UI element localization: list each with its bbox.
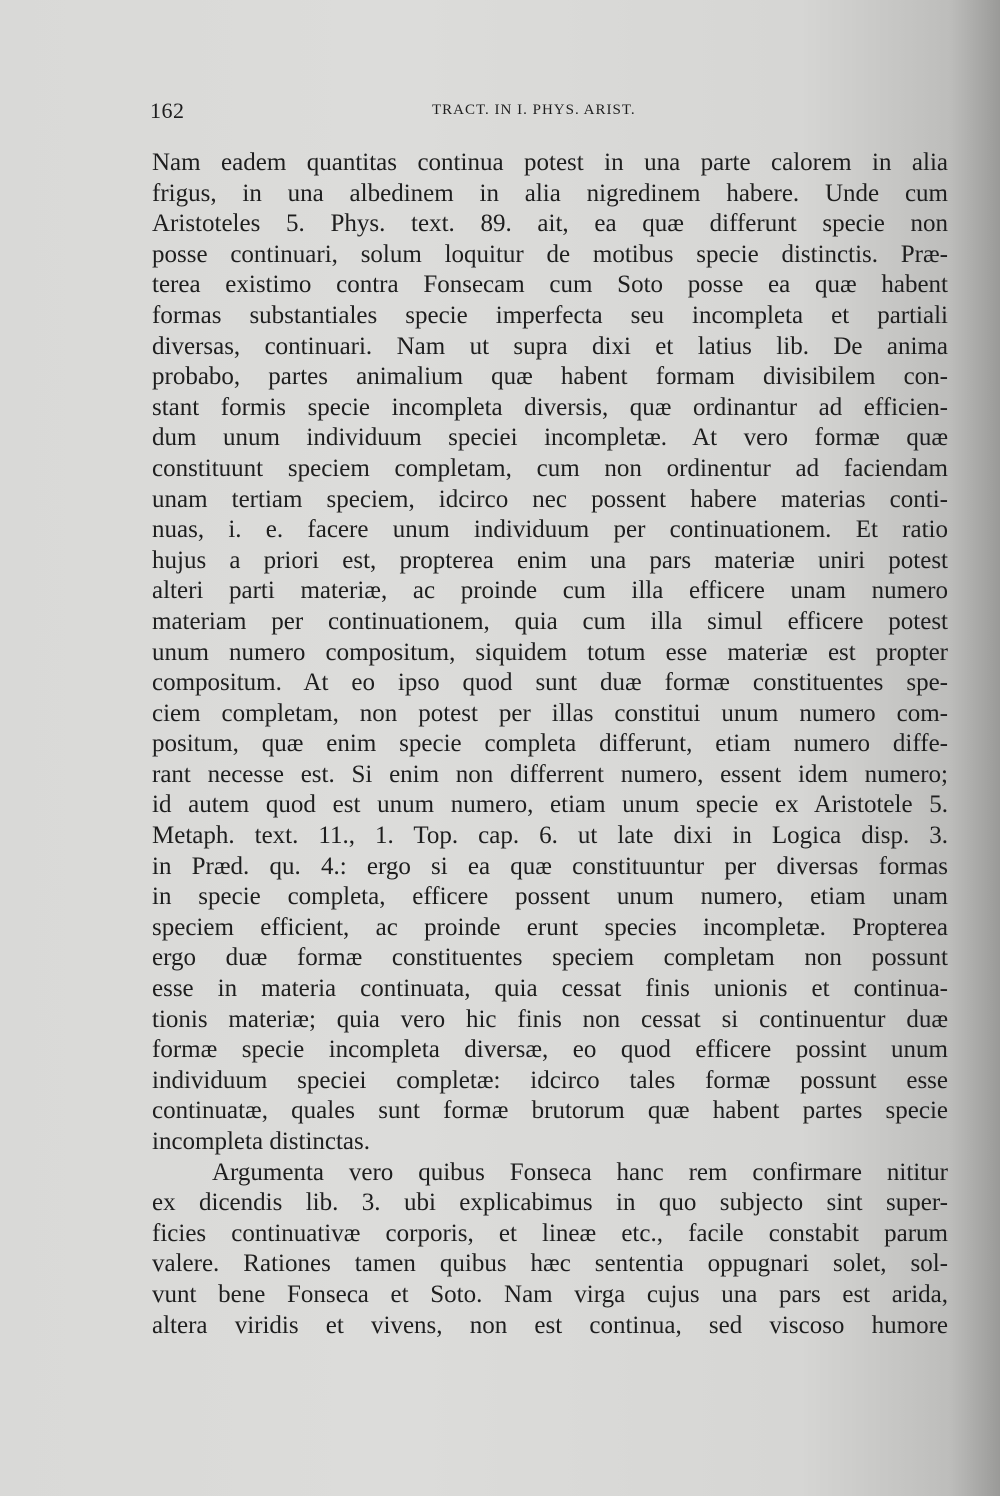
text-line: ex dicendis lib. 3. ubi explicabimus in quo subjecto sint super- bbox=[152, 1189, 948, 1217]
text-line: rant necesse est. Si enim non differrent numero, essent idem numero; bbox=[152, 760, 948, 788]
text-line: speciem efficient, ac proinde erunt species incompletæ. Propterea bbox=[152, 913, 948, 941]
text-line: terea existimo contra Fonsecam cum Soto posse ea quæ habent bbox=[152, 271, 948, 299]
text-line: tionis materiæ; quia vero hic finis non cessat si continuentur duæ bbox=[152, 1005, 948, 1033]
text-line: alteri parti materiæ, ac proinde cum illa efficere unam numero bbox=[152, 577, 948, 605]
text-line: Aristoteles 5. Phys. text. 89. ait, ea quæ differunt specie non bbox=[152, 210, 948, 238]
text-line: unum numero compositum, siquidem totum esse materiæ est propter bbox=[152, 638, 948, 666]
page-header bbox=[150, 98, 950, 128]
text-line: individuum speciei completæ: idcirco tales formæ possunt esse bbox=[152, 1066, 948, 1094]
text-line: vunt bene Fonseca et Soto. Nam virga cujus una pars est arida, bbox=[152, 1280, 948, 1308]
text-line: in Præd. qu. 4.: ergo si ea quæ constituuntur per diversas formas bbox=[152, 852, 948, 880]
text-line: ciem completam, non potest per illas constitui unum numero com- bbox=[152, 699, 948, 727]
text-line: constituunt speciem completam, cum non ordinentur ad faciendam bbox=[152, 454, 948, 482]
page-number: 162 bbox=[150, 98, 185, 123]
text-line: ficies continuativæ corporis, et lineæ etc., facile constabit parum bbox=[152, 1219, 948, 1247]
running-head: TRACT. IN I. PHYS. ARIST. bbox=[432, 102, 636, 118]
text-line: frigus, in una albedinem in alia nigredinem habere. Unde cum bbox=[152, 179, 948, 207]
text-line: posse continuari, solum loquitur de motibus specie distinctis. Præ- bbox=[152, 240, 948, 268]
text-line: esse in materia continuata, quia cessat finis unionis et continua- bbox=[152, 975, 948, 1003]
text-line: dum unum individuum speciei incompletæ. At vero formæ quæ bbox=[152, 424, 948, 452]
text-line: formas substantiales specie imperfecta seu incompleta et partiali bbox=[152, 301, 948, 329]
text-line: altera viridis et vivens, non est continua, sed viscoso humore bbox=[152, 1311, 948, 1339]
body-text bbox=[152, 148, 948, 1341]
text-line: formæ specie incompleta diversæ, eo quod efficere possint unum bbox=[152, 1036, 948, 1064]
text-line: continuatæ, quales sunt formæ brutorum quæ habent partes specie bbox=[152, 1097, 948, 1125]
text-line: compositum. At eo ipso quod sunt duæ formæ constituentes spe- bbox=[152, 669, 948, 697]
text-line: hujus a priori est, propterea enim una pars materiæ uniri potest bbox=[152, 546, 948, 574]
text-line: stant formis specie incompleta diversis, quæ ordinantur ad efficien- bbox=[152, 393, 948, 421]
text-line: Nam eadem quantitas continua potest in una parte calorem in alia bbox=[152, 149, 948, 176]
text-line: ergo duæ formæ constituentes speciem completam non possunt bbox=[152, 944, 948, 972]
text-line: Metaph. text. 11., 1. Top. cap. 6. ut late dixi in Logica disp. 3. bbox=[152, 822, 948, 850]
text-line: in specie completa, efficere possent unum numero, etiam unam bbox=[152, 883, 948, 911]
text-line: materiam per continuationem, quia cum illa simul efficere potest bbox=[152, 607, 948, 635]
text-line: unam tertiam speciem, idcirco nec possent habere materias conti- bbox=[152, 485, 948, 513]
text-line: nuas, i. e. facere unum individuum per continuationem. Et ratio bbox=[152, 516, 948, 544]
text-line-paragraph-end: incompleta distinctas. bbox=[152, 1128, 371, 1155]
text-line: id autem quod est unum numero, etiam unum specie ex Aristotele 5. bbox=[152, 791, 948, 819]
text-line: probabo, partes animalium quæ habent formam divisibilem con- bbox=[152, 363, 948, 391]
text-line: positum, quæ enim specie completa differunt, etiam numero diffe- bbox=[152, 730, 948, 758]
text-line: diversas, continuari. Nam ut supra dixi et latius lib. De anima bbox=[152, 332, 948, 360]
text-line: valere. Rationes tamen quibus hæc sententia oppugnari solet, sol- bbox=[152, 1250, 948, 1278]
text-line-paragraph-start: Argumenta vero quibus Fonseca hanc rem confirmare nititur bbox=[212, 1158, 948, 1186]
